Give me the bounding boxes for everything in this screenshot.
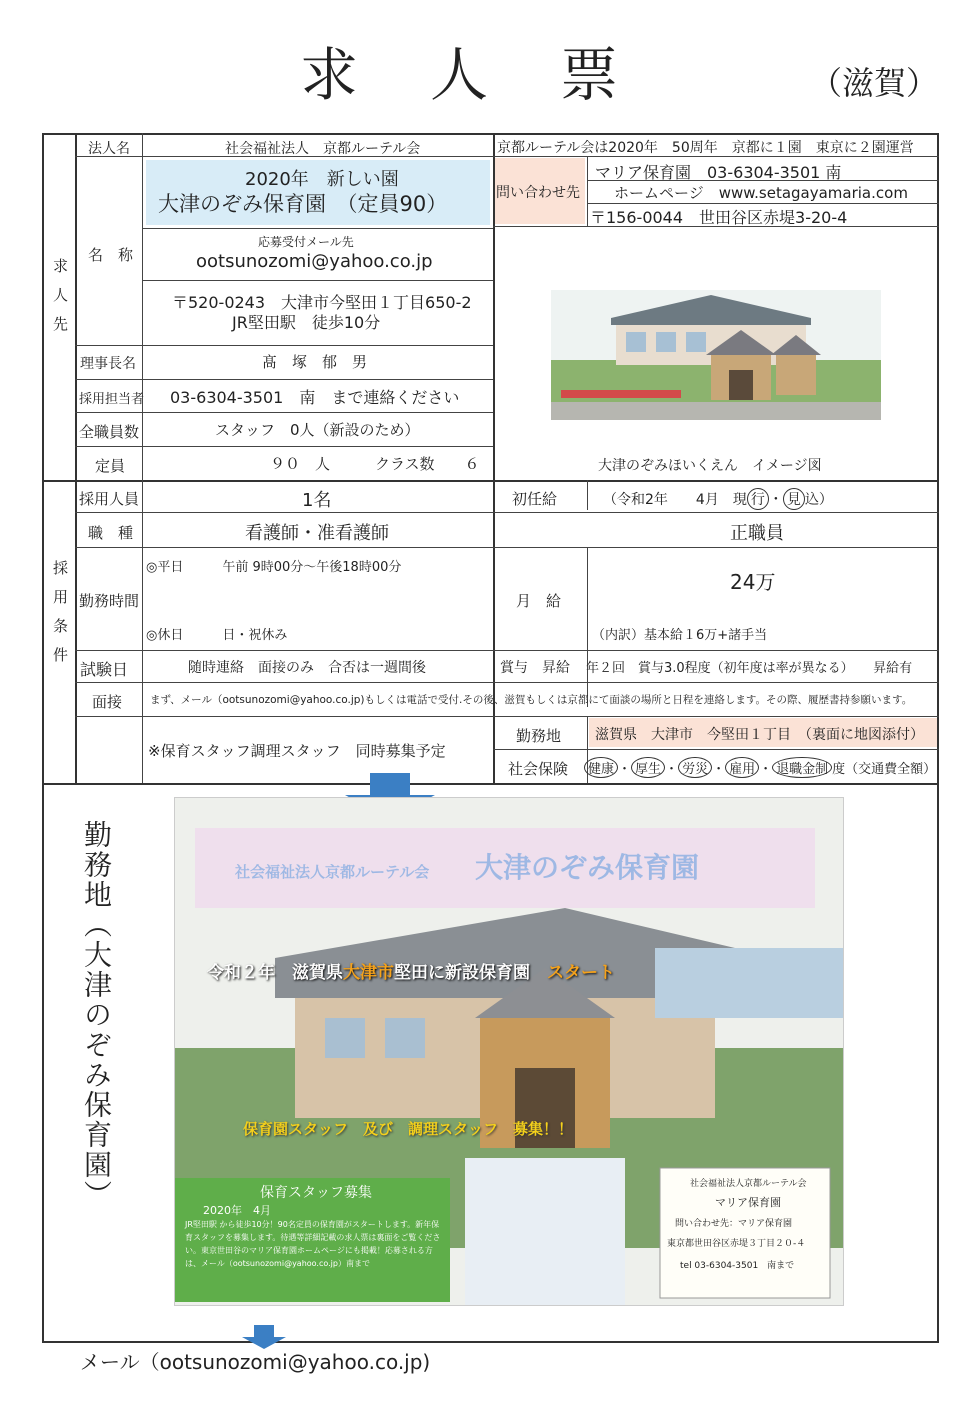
contact-label: 問い合わせ先 <box>496 185 580 201</box>
bonus-value: 年２回 賞与3.0程度（初年度は率が異なる） 昇給有 <box>586 661 913 676</box>
workplace-value: 滋賀県 大津市 今堅田１丁目 （裏面に地図添付） <box>595 727 924 743</box>
houjin-value: 社会福祉法人 京都ルーテル会 <box>225 141 421 157</box>
building-illustration-icon <box>551 290 881 420</box>
interview-label: 面接 <box>92 693 123 711</box>
building-image <box>551 290 881 420</box>
image-caption: 大津のぞみほいくえん イメージ図 <box>598 458 822 474</box>
weekday-hours: ◎平日 午前 9時00分～午後18時00分 <box>146 560 402 575</box>
new-nursery-line: 2020年 新しい園 <box>245 169 399 190</box>
insurance-value: 健康 ・ 厚生 ・ 労災 ・ 雇用 ・ 退職金制 度（交通費全額） <box>584 757 936 778</box>
green-card-body: JR堅田駅 から徒歩10分！90名定員の保育園がスタートします。新年保育スタッフを募集します。待遇等詳細記載の求人票は裏面をご覧ください。東京世田谷のマリア保育園ホームページにも掲載！応募される方は、メール（ootsunozomi@yahoo.co.jp）南まで <box>185 1220 441 1268</box>
salary-value: 24万 <box>730 570 776 594</box>
flyer-org: 社会福祉法人京都ルーテル会 <box>235 863 430 881</box>
holidays: ◎休日 日・祝休み <box>146 628 288 643</box>
contact-line-3: 〒156-0044 世田谷区赤堤3-20-4 <box>590 208 848 227</box>
starting-salary-value: （令和2年 4月 現 行 ・ 見 込） <box>603 488 833 510</box>
address-line-2: JR堅田駅 徒歩10分 <box>232 313 381 332</box>
houjin-label: 法人名 <box>88 141 130 157</box>
recruiter-label: 採用担当者 <box>79 392 145 407</box>
job-value: 看護師・准看護師 <box>245 523 389 544</box>
capacity-value: ９０ 人 クラス数 ６ <box>270 455 480 473</box>
concurrent-note: ※保育スタッフ調理スタッフ 同時募集予定 <box>148 742 446 760</box>
staff-label: 全職員数 <box>79 423 140 441</box>
section-label-employer: 求人先 <box>51 258 69 345</box>
hires-label: 採用人員 <box>79 490 140 508</box>
page-title: 求人票 <box>300 41 691 109</box>
starting-salary-label: 初任給 <box>512 490 558 508</box>
bonus-label: 賞与 昇給 <box>500 660 570 676</box>
flyer <box>174 797 844 1306</box>
green-card-title: 保育スタッフ募集 <box>260 1185 372 1201</box>
name-label: 名 称 <box>88 246 134 264</box>
hours-label: 勤務時間 <box>79 592 140 610</box>
salary-label: 月 給 <box>516 592 562 610</box>
capacity-label: 定員 <box>95 457 126 475</box>
card-name: マリア保育園 <box>715 1196 781 1209</box>
footer-mail[interactable]: メール（ootsunozomi@yahoo.co.jp) <box>80 1350 431 1374</box>
staff-value: スタッフ 0人（新設のため） <box>215 421 420 439</box>
contact-line-2[interactable]: ホームページ www.setagayamaria.com <box>614 184 908 202</box>
card-org: 社会福祉法人京都ルーテル会 <box>690 1179 807 1189</box>
section-label-conditions: 採用条件 <box>51 560 69 676</box>
mail-address[interactable]: ootsunozomi@yahoo.co.jp <box>196 251 433 272</box>
card-address: 東京都世田谷区赤堤３丁目２０-４ <box>667 1239 806 1249</box>
green-card-date: 2020年 4月 <box>203 1204 271 1217</box>
chair-value: 髙 塚 郁 男 <box>262 353 368 371</box>
employment-type: 正職員 <box>730 523 784 544</box>
flyer-recruit-banner: 保育園スタッフ 及び 調理スタッフ 募集！！ <box>243 1120 574 1138</box>
anniversary-note: 京都ルーテル会は2020年 50周年 京都に１園 東京に２園運営 <box>497 140 914 156</box>
card-contact: 問い合わせ先：マリア保育園 <box>675 1219 793 1229</box>
mail-label: 応募受付メール先 <box>258 235 354 249</box>
page-region: （滋賀） <box>810 64 939 102</box>
flyer-headline: 令和２年 滋賀県大津市堅田に新設保育園 スタート <box>207 963 615 983</box>
job-label: 職 種 <box>88 524 134 542</box>
salary-breakdown: （内訳）基本給１6万+諸手当 <box>592 628 768 643</box>
insurance-label: 社会保険 <box>508 760 569 778</box>
interview-value: まず、メール（ootsunozomi@yahoo.co.jp)もしくは電話で受付.その後、滋賀もしくは京都にて面談の場所と日程を連絡します。その際、履歴書持参願います。 <box>150 694 913 706</box>
address-line-1: 〒520-0243 大津市今堅田１丁目650-2 <box>172 293 472 312</box>
exam-label: 試験日 <box>80 660 129 679</box>
exam-value: 随時連絡 面接のみ 合否は一週間後 <box>188 660 426 676</box>
recruiter-value: 03-6304-3501 南 まで連絡ください <box>170 388 460 407</box>
chair-label: 理事長名 <box>80 356 136 372</box>
card-tel: tel 03-6304-3501 南まで <box>680 1261 795 1271</box>
hires-value: 1名 <box>302 490 332 511</box>
contact-line-1: マリア保育園 03-6304-3501 南 <box>595 163 842 182</box>
workplace-label: 勤務地 <box>516 727 562 745</box>
nursery-name: 大津のぞみ保育園 （定員90） <box>158 192 448 216</box>
flyer-side-label: 勤務地（大津のぞみ保育園） <box>80 820 113 1210</box>
flyer-name: 大津のぞみ保育園 <box>475 851 700 884</box>
